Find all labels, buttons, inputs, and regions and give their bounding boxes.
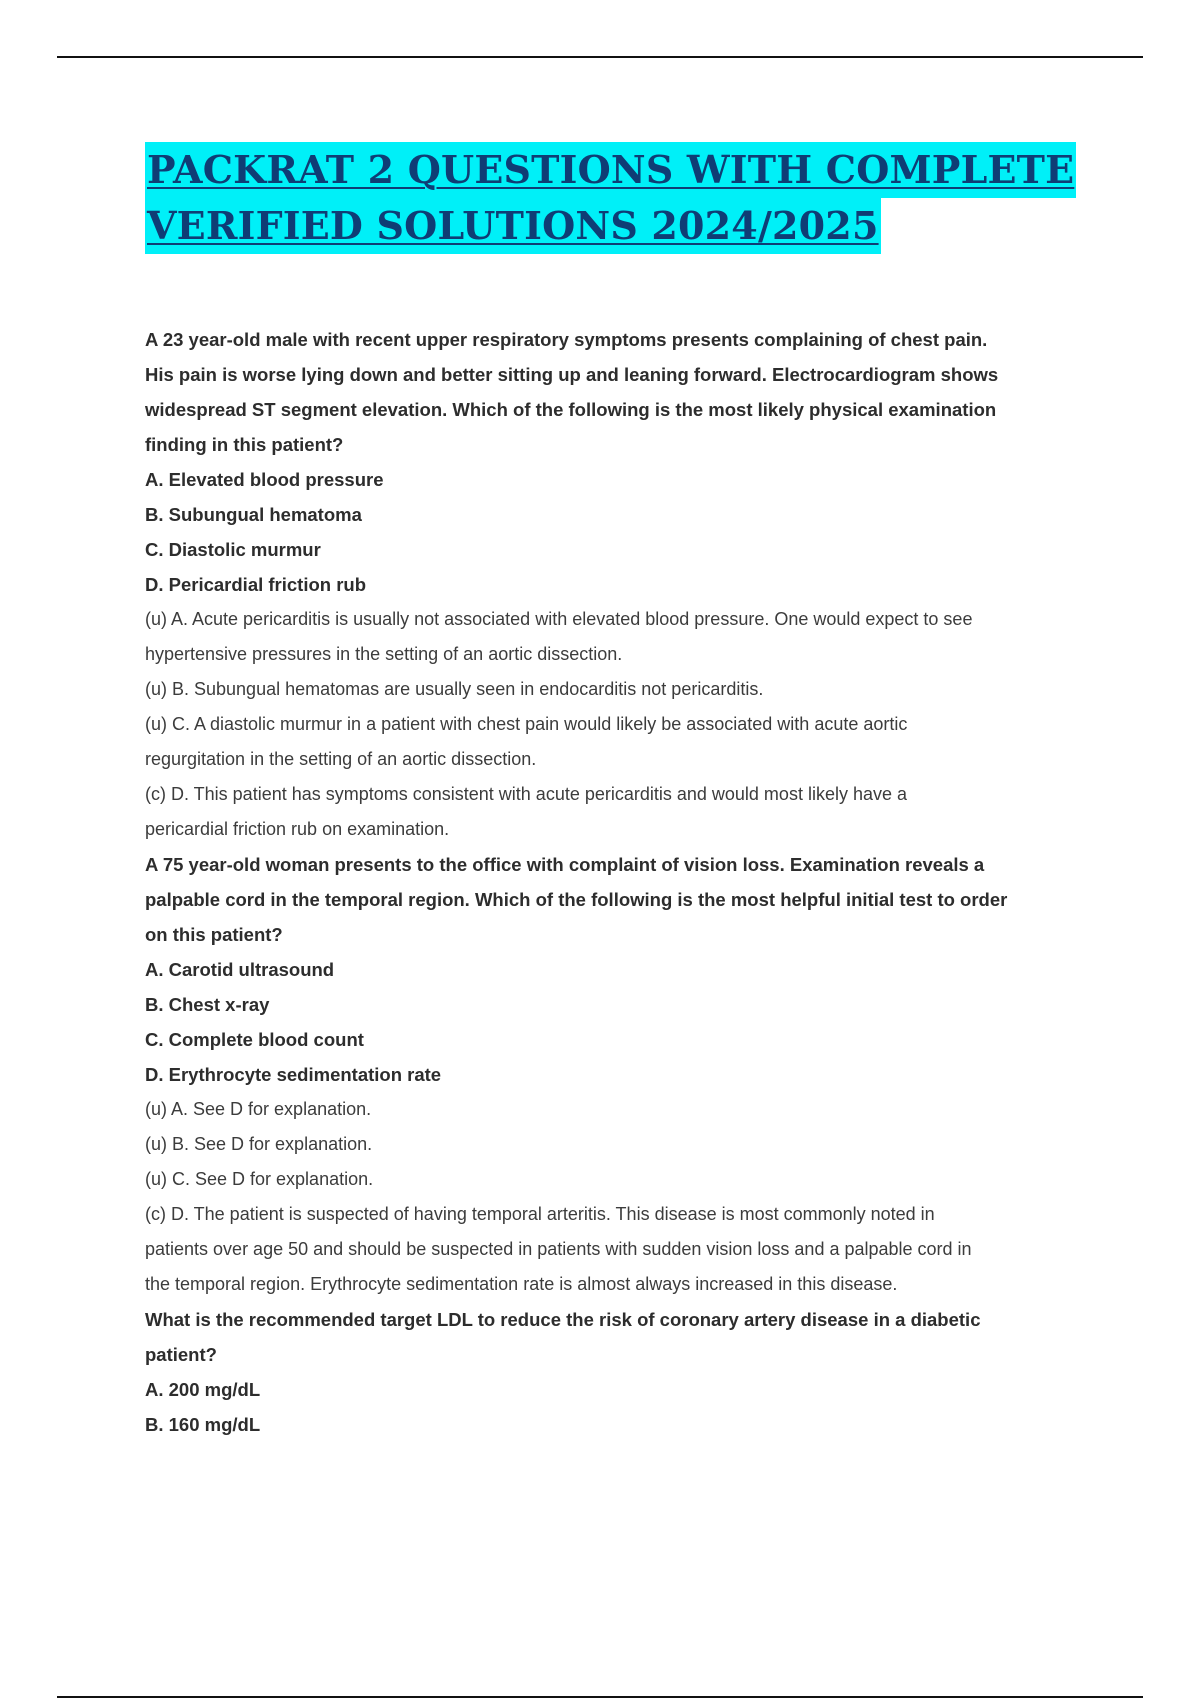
question-2-option-d: D. Erythrocyte sedimentation rate bbox=[145, 1064, 442, 1085]
question-1-explanation-line: hypertensive pressures in the setting of an aortic dissection. bbox=[145, 644, 623, 664]
question-1-explanation-line: (u) A. Acute pericarditis is usually not associated with elevated blood pressure. One would expect to see bbox=[145, 609, 973, 629]
title-line-2[interactable]: VERIFIED SOLUTIONS 2024/2025 bbox=[145, 198, 881, 254]
question-1-explanation-line: (c) D. This patient has symptoms consistent with acute pericarditis and would most likely have a bbox=[145, 784, 907, 804]
question-block-1 bbox=[145, 322, 1085, 847]
question-1-stem-line: widespread ST segment elevation. Which of the following is the most likely physical examination bbox=[145, 399, 997, 420]
question-1-option-b: B. Subungual hematoma bbox=[145, 504, 362, 525]
title-line-1[interactable]: PACKRAT 2 QUESTIONS WITH COMPLETE bbox=[145, 142, 1076, 198]
question-1-explanation-line: regurgitation in the setting of an aortic dissection. bbox=[145, 749, 537, 769]
question-block-2 bbox=[145, 847, 1085, 1302]
question-2-stem-line: on this patient? bbox=[145, 924, 283, 945]
document-title bbox=[145, 142, 1095, 254]
question-2-option-b: B. Chest x-ray bbox=[145, 994, 270, 1015]
question-2-explanation-line: (u) C. See D for explanation. bbox=[145, 1169, 374, 1189]
question-1-option-c: C. Diastolic murmur bbox=[145, 539, 321, 560]
question-3-option-a: A. 200 mg/dL bbox=[145, 1379, 261, 1400]
question-3-stem-line: patient? bbox=[145, 1344, 217, 1365]
question-1-option-d: D. Pericardial friction rub bbox=[145, 574, 367, 595]
question-3-option-b: B. 160 mg/dL bbox=[145, 1414, 261, 1435]
question-2-option-c: C. Complete blood count bbox=[145, 1029, 364, 1050]
header-rule bbox=[57, 56, 1143, 58]
question-1-stem-line: finding in this patient? bbox=[145, 434, 344, 455]
question-content bbox=[145, 322, 1085, 1442]
question-block-3 bbox=[145, 1302, 1085, 1442]
question-1-explanation-line: pericardial friction rub on examination. bbox=[145, 819, 450, 839]
question-2-option-a: A. Carotid ultrasound bbox=[145, 959, 335, 980]
question-2-explanation-line: the temporal region. Erythrocyte sedimentation rate is almost always increased in this disease. bbox=[145, 1274, 898, 1294]
question-1-option-a: A. Elevated blood pressure bbox=[145, 469, 384, 490]
question-2-explanation-line: (c) D. The patient is suspected of having temporal arteritis. This disease is most commonly noted in bbox=[145, 1204, 935, 1224]
question-1-stem-line: A 23 year-old male with recent upper respiratory symptoms presents complaining of chest pain. bbox=[145, 329, 988, 350]
question-1-stem-line: His pain is worse lying down and better sitting up and leaning forward. Electrocardiogram shows bbox=[145, 364, 999, 385]
question-2-explanation-line: (u) B. See D for explanation. bbox=[145, 1134, 373, 1154]
question-1-explanation-line: (u) B. Subungual hematomas are usually seen in endocarditis not pericarditis. bbox=[145, 679, 764, 699]
question-2-explanation-line: patients over age 50 and should be suspected in patients with sudden vision loss and a palpable cord in bbox=[145, 1239, 972, 1259]
question-1-explanation-line: (u) C. A diastolic murmur in a patient with chest pain would likely be associated with acute aortic bbox=[145, 714, 908, 734]
question-2-stem-line: A 75 year-old woman presents to the office with complaint of vision loss. Examination reveals a bbox=[145, 854, 985, 875]
question-3-stem-line: What is the recommended target LDL to reduce the risk of coronary artery disease in a diabetic bbox=[145, 1309, 981, 1330]
question-2-explanation-line: (u) A. See D for explanation. bbox=[145, 1099, 372, 1119]
question-2-stem-line: palpable cord in the temporal region. Which of the following is the most helpful initial test to order bbox=[145, 889, 1008, 910]
footer-rule bbox=[57, 1696, 1143, 1698]
